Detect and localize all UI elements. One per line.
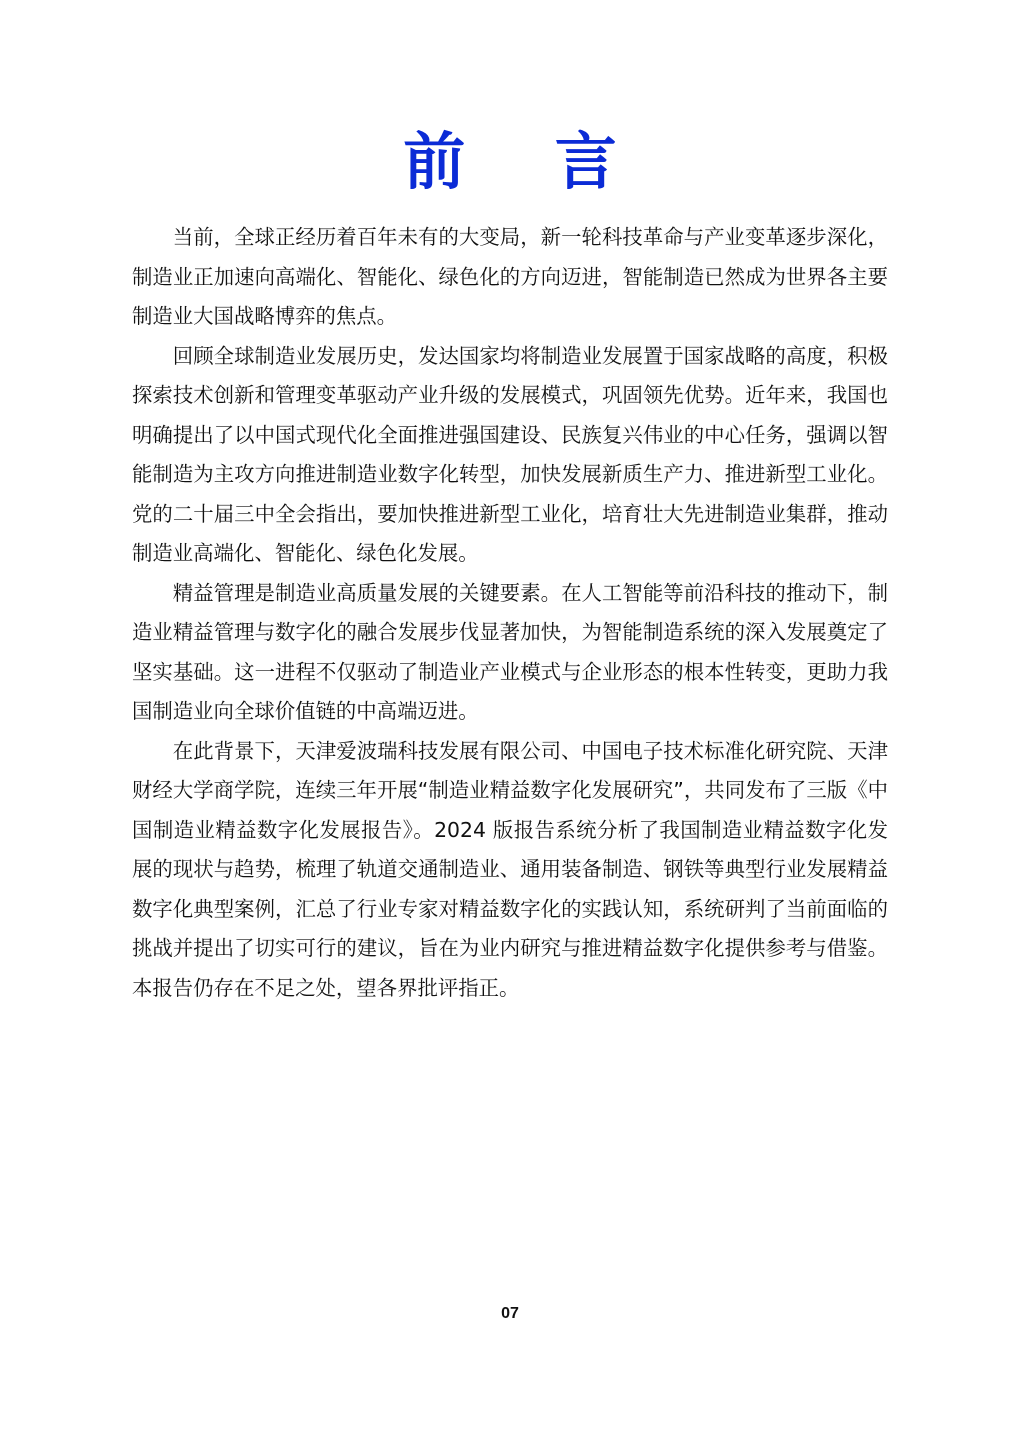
paragraph-2: 回顾全球制造业发展历史，发达国家均将制造业发展置于国家战略的高度，积极探索技术创新和管理变革驱动产业升级的发展模式，巩固领先优势。近年来，我国也明确提出了以中国式现代化全面推进强国建设、民族复兴伟业的中心任务，强调以智能制造为主攻方向推进制造业数字化转型，加快发展新质生产力、推进新型工业化。党的二十届三中全会指出，要加快推进新型工业化，培育壮大先进制造业集群，推动制造业高端化、智能化、绿色化发展。 [132,343,888,565]
paragraph-3: 精益管理是制造业高质量发展的关键要素。在人工智能等前沿科技的推动下，制造业精益管理与数字化的融合发展步伐显著加快，为智能制造系统的深入发展奠定了坚实基础。这一进程不仅驱动了制造业产业模式与企业形态的根本性转变，更助力我国制造业向全球价值链的中高端迈进。 [132,580,888,723]
page-number: 07 [501,1305,519,1322]
page-title: 前 言 [403,125,651,198]
preface-body [132,218,888,1008]
paragraph-1: 当前，全球正经历着百年未有的大变局，新一轮科技革命与产业变革逐步深化，制造业正加速向高端化、智能化、绿色化的方向迈进，智能制造已然成为世界各主要制造业大国战略博弈的焦点。 [132,225,888,328]
paragraph-4: 在此背景下，天津爱波瑞科技发展有限公司、中国电子技术标准化研究院、天津财经大学商学院，连续三年开展“制造业精益数字化发展研究”，共同发布了三版《中国制造业精益数字化发展报告》。2024 版报告系统分析了我国制造业精益数字化发展的现状与趋势，梳理了轨道交通制造业、通用装备制造、钢铁等典型行业发展精益数字化典型案例，汇总了行业专家对精益数字化的实践认知，系统研判了当前面临的挑战并提出了切实可行的建议，旨在为业内研究与推进精益数字化提供参考与借鉴。本报告仍存在不足之处，望各界批评指正。 [132,738,888,1000]
